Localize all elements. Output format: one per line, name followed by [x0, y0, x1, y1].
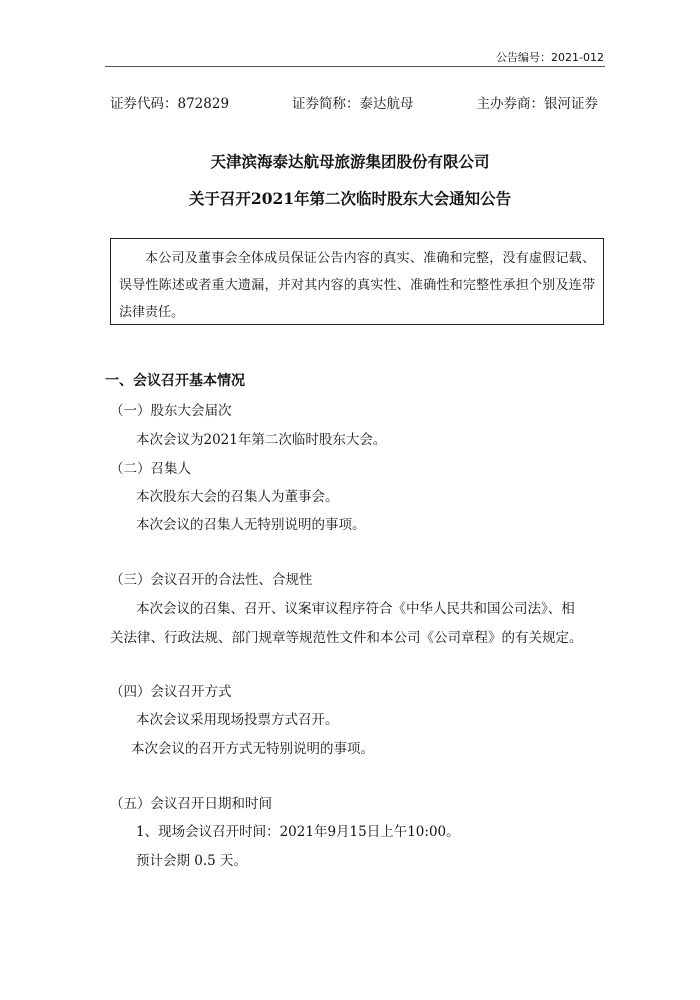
announcement-number: 公告编号：2021-012 — [496, 51, 604, 64]
header-divider — [105, 66, 605, 67]
convener-text-1: 本次股东大会的召集人为董事会。 — [136, 489, 339, 505]
legality-text-2: 关法律、行政法规、部门规章等规范性文件和本公司《公司章程》的有关规定。 — [110, 630, 583, 646]
section-heading: 一、会议召开基本情况 — [105, 373, 245, 389]
sponsor-broker: 主办券商：银河证券 — [476, 96, 598, 112]
subsection-datetime-label: （五）会议召开日期和时间 — [110, 796, 272, 812]
announcement-title: 关于召开2021年第二次临时股东大会通知公告 — [188, 189, 512, 208]
legality-text-1: 本次会议的召集、召开、议案审议程序符合《中华人民共和国公司法》、相 — [136, 601, 575, 617]
disclaimer-box: 本公司及董事会全体成员保证公告内容的真实、准确和完整，没有虚假记载、误导性陈述或者重大遗漏，并对其内容的真实性、准确性和完整性承担个别及连带法律责任。 — [110, 238, 604, 325]
subsection-session-label: （一）股东大会届次 — [110, 403, 232, 419]
method-text-2: 本次会议的召开方式无特别说明的事项。 — [131, 741, 374, 757]
datetime-text-1: 1、现场会议召开时间：2021年9月15日上午10:00。 — [136, 824, 460, 840]
securities-code: 证券代码：872829 — [110, 96, 230, 112]
method-text-1: 本次会议采用现场投票方式召开。 — [136, 712, 339, 728]
datetime-text-2: 预计会期 0.5 天。 — [136, 853, 248, 869]
securities-info-row — [110, 92, 598, 112]
securities-abbreviation: 证券简称：泰达航母 — [292, 96, 414, 112]
subsection-convener-label: （二）召集人 — [110, 461, 191, 477]
convener-text-2: 本次会议的召集人无特别说明的事项。 — [136, 517, 366, 533]
session-text: 本次会议为2021年第二次临时股东大会。 — [136, 432, 387, 448]
subsection-legality-label: （三）会议召开的合法性、合规性 — [110, 572, 313, 588]
subsection-method-label: （四）会议召开方式 — [110, 684, 232, 700]
company-title: 天津滨海泰达航母旅游集团股份有限公司 — [210, 152, 490, 171]
